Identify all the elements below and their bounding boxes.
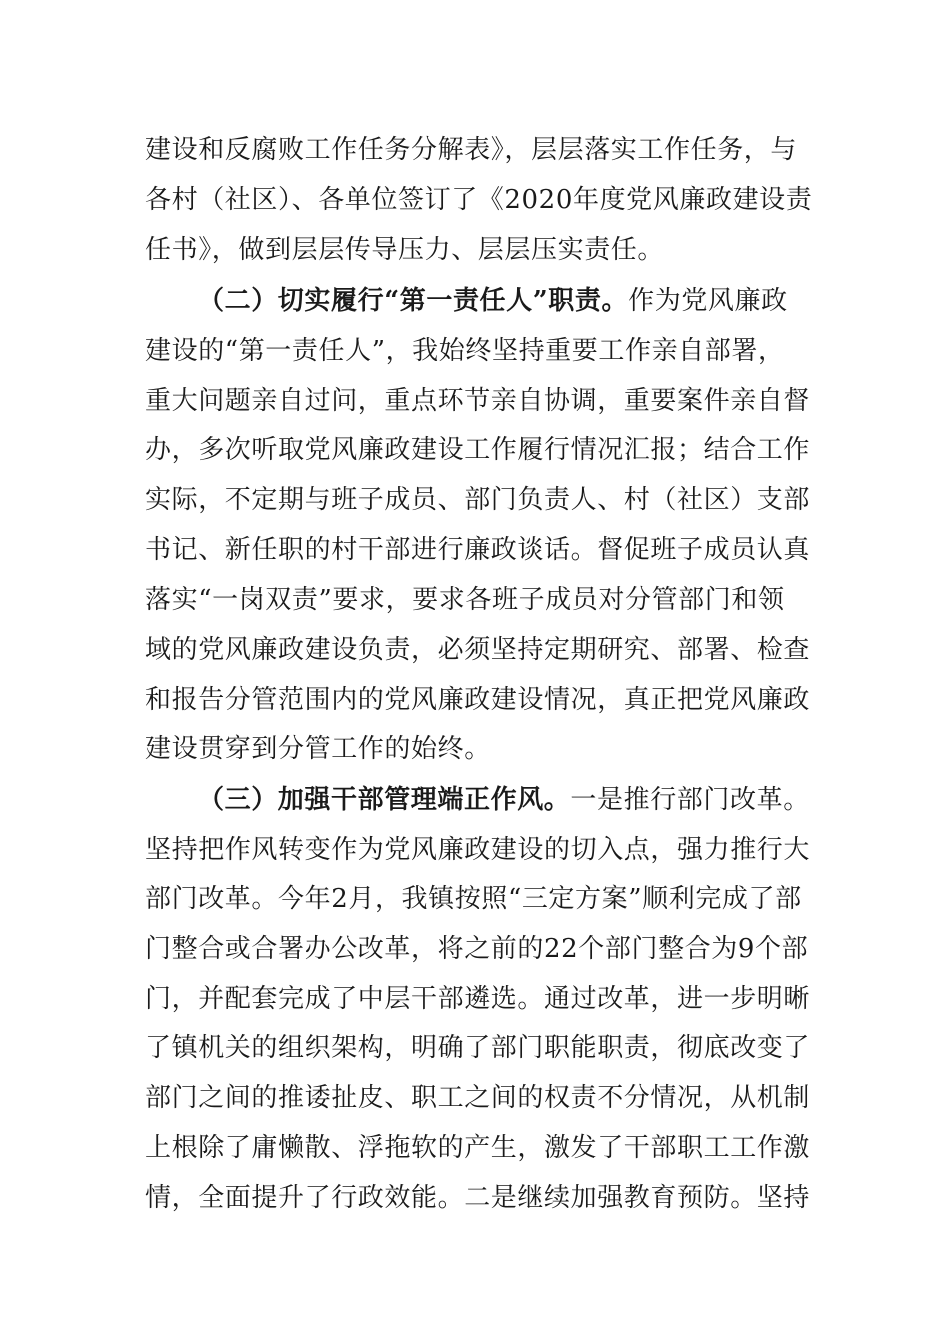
body-text-line: 建设的“第一责任人”，我始终坚持重要工作亲自部署， [145,336,785,366]
body-text-line: 域的党风廉政建设负责，必须坚持定期研究、部署、检查 [145,635,811,665]
body-text-line: 各村（社区）、各单位签订了《2020年度党风廉政建设责 [145,185,813,215]
section-heading: （二）切实履行“第一责任人”职责。 [198,286,629,316]
body-text-line: 实际，不定期与班子成员、部门负责人、村（社区）支部 [145,485,811,515]
body-text-line: 任书》，做到层层传导压力、层层压实责任。 [145,235,665,265]
body-text-line: 建设贯穿到分管工作的始终。 [145,734,491,764]
body-text-line: 门，并配套完成了中层干部遴选。通过改革，进一步明晰 [145,984,811,1014]
body-text-line: 建设和反腐败工作任务分解表》，层层落实工作任务，与 [145,135,798,165]
body-text-line: 了镇机关的组织架构，明确了部门职能职责，彻底改变了 [145,1033,811,1063]
body-text-line: 落实“一岗双责”要求，要求各班子成员对分管部门和领 [145,585,785,615]
body-text-line: 书记、新任职的村干部进行廉政谈话。督促班子成员认真 [145,535,811,565]
body-text-line: 部门之间的推诿扯皮、职工之间的权责不分情况，从机制 [145,1083,811,1113]
paragraph-first-line [198,775,878,825]
body-text: 作为党风廉政 [628,286,788,316]
section-heading: （三）加强干部管理端正作风。 [198,785,571,815]
body-text-line: 上根除了庸懒散、浮拖软的产生，激发了干部职工工作激 [145,1133,811,1163]
body-text: 一是推行部门改革。 [570,785,810,815]
body-text-line: 重大问题亲自过问，重点环节亲自协调，重要案件亲自督 [145,386,811,416]
body-text-line: 情，全面提升了行政效能。二是继续加强教育预防。坚持 [145,1183,811,1213]
body-text-line: 门整合或合署办公改革，将之前的22个部门整合为9个部 [145,934,809,964]
body-text-line: 部门改革。今年2月，我镇按照“三定方案”顺利完成了部 [145,884,802,914]
paragraph-first-line [198,276,878,326]
body-text-line: 坚持把作风转变作为党风廉政建设的切入点，强力推行大 [145,835,811,865]
body-text-line: 办，多次听取党风廉政建设工作履行情况汇报；结合工作 [145,435,811,465]
body-text-line: 和报告分管范围内的党风廉政建设情况，真正把党风廉政 [145,685,811,715]
